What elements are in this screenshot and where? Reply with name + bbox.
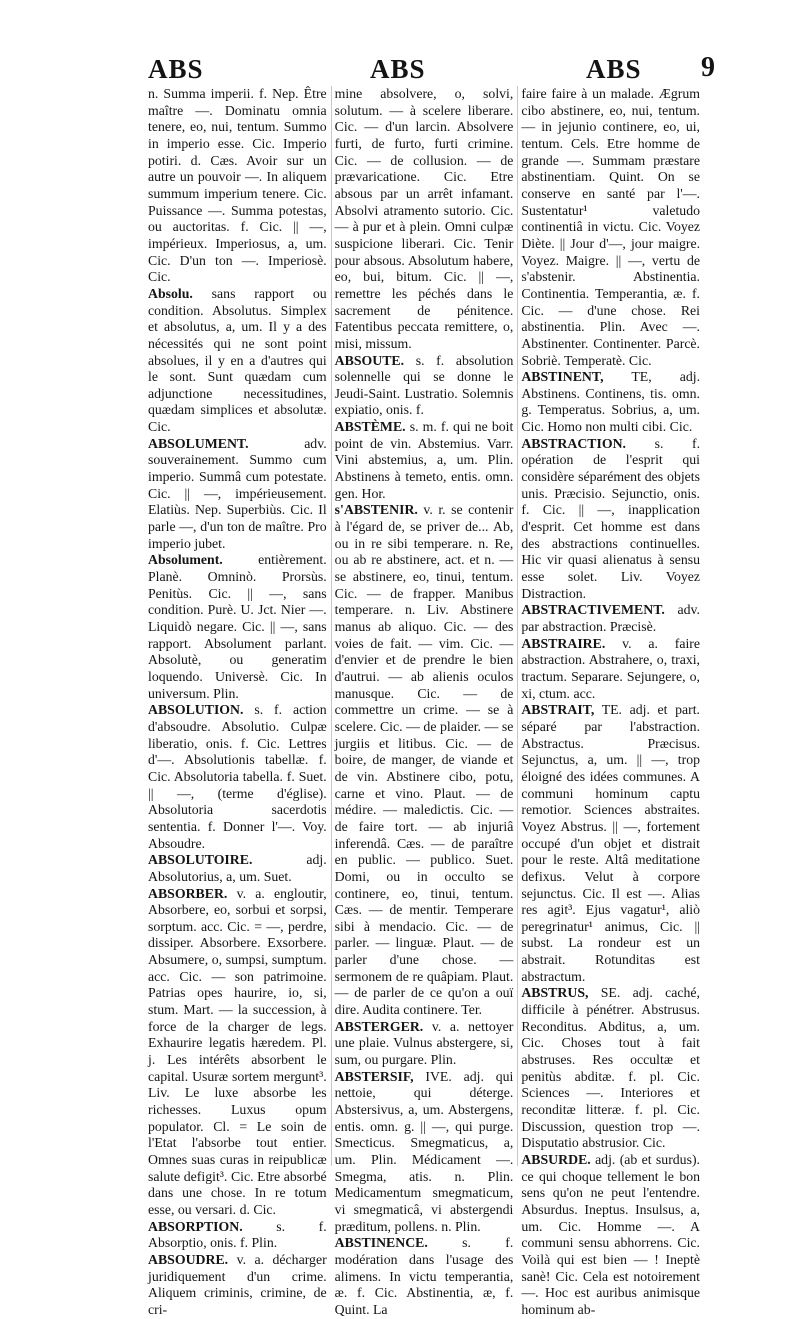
entry-text: s. f. modération dans l'usage des alimens. In victu temperantia, æ. f. Cic. Abstinentia, æ, f. Quint. La — [334, 1235, 514, 1317]
running-head-left: ABS — [148, 54, 204, 84]
dictionary-entry — [335, 86, 514, 353]
entry-text: faire faire à un malade. Ægrum cibo abstinere, eo, nui, tentum. — in jejunio continere, eo, ui, tentum. Cels. Etre homme de grande —. Summam præstare abstinentiam. Quint. On se conserve en santé par l'—. Sustentatur¹ valetudo continentiâ in victu. Cic. Voyez Diète. || Jour d'—, jour maigre. Voyez. Maigre. || —, vertu de s'abstenir. Abstinentia. Continentia. Temperantia, æ. f. Cic. — d'une chose. Rei abstinentia. Plin. Avec —. Abstinenter. Continenter. Parcè. Sobriè. Temperatè. Cic. — [521, 86, 701, 368]
entry-headword: ABSTERSIF, — [334, 1068, 414, 1084]
entry-text: s. f. absolution solennelle qui se donne le Jeudi-Saint. Lustratio. Solemnis expiatio, onis. f. — [334, 352, 514, 418]
entry-text: adv. souverainement. Summo cum imperio. Summâ cum potestate. Cic. || —, impérieusement. Elatiùs. Nep. Superbiùs. Cic. Il parle —, d'un ton de maître. Pro imperio jubet. — [148, 435, 327, 551]
entry-headword: ABSTRACTION. — [521, 435, 626, 451]
dictionary-entry — [521, 602, 700, 635]
entry-headword: ABSOUDRE. — [148, 1251, 229, 1267]
entry-text: TE, adj. Abstinens. Continens, tis. omn. g. Temperatus. Sobrius, a, um. Cic. Homo non multi cibi. Cic. — [521, 369, 701, 435]
dictionary-entry — [148, 286, 327, 436]
column-3 — [517, 86, 701, 1317]
dictionary-entry — [521, 369, 700, 436]
entry-text: s. f. Absorptio, onis. f. Plin. — [148, 1218, 327, 1251]
entry-headword: ABSTRACTIVEMENT. — [521, 602, 665, 618]
running-head — [148, 54, 715, 86]
entry-headword: ABSOLUTION. — [148, 702, 244, 718]
entry-headword: ABSTRAIRE. — [521, 635, 606, 651]
entry-text: v. a. faire abstraction. Abstrahere, o, traxi, tractum. Separare. Sejungere, o, xi, ctum. acc. — [521, 635, 701, 701]
page-number: 9 — [701, 52, 715, 83]
dictionary-entry — [335, 1235, 514, 1318]
entry-headword: ABSTERGER. — [334, 1018, 424, 1034]
dictionary-entry — [521, 436, 700, 603]
dictionary-entry — [335, 1019, 514, 1069]
dictionary-entry — [521, 636, 700, 703]
dictionary-entry — [335, 419, 514, 502]
entry-text: TE. adj. et part. séparé par l'abstraction. Abstractus. Præcisus. Sejunctus, a, um. || —, trop éloigné des idées communes. A communi hominum captu remotior. Sciences abstraites. Voyez Abstrus. || —, fortement occupé d'un objet et distrait pour le reste. Altâ meditatione defixus. Velut à corpore sejunctus. Cic. Il est —. Alias res agit³. Ejus vagatur¹, aliò peregrinatur¹ animus, Cic. || subst. La rondeur est un abstrait. Rotunditas est abstractum. — [521, 702, 701, 984]
dictionary-entry — [521, 86, 700, 369]
entry-text: s. f. action d'absoudre. Absolutio. Culpæ liberatio, onis. f. Cic. Lettres d'—. Absolutionis tabellæ. f. Cic. Absolutoria tabella. f. Suet. || —, (terme d'église). Absolutoria sacerdotis sententia. f. Donner l'—. Voy. Absoudre. — [148, 702, 327, 851]
dictionary-entry — [148, 852, 327, 885]
dictionary-entry — [521, 1152, 700, 1319]
dictionary-entry — [148, 436, 327, 553]
entry-headword: ABSTRAIT, — [521, 702, 595, 718]
dictionary-entry — [521, 702, 700, 985]
entry-headword: ABSOLUMENT. — [148, 435, 249, 451]
entry-text: mine absolvere, o, solvi, solutum. — à scelere liberare. Cic. — d'un larcin. Absolvere furti, de furto, furti crimine. Cic. — de collusion. — de prævaricatione. Cic. Etre absous par un arrêt infamant. Absolvi atramento sutorio. Cic. — à pur et à plein. Omni culpæ suspicione liberari. Cic. Tenir pour absous. Absolutum habere, eo, bui, bitum. Cic. || —, remettre les péchés dans le sacrement de pénitence. Fatentibus peccata remittere, o, misi, missum. — [334, 86, 514, 351]
dictionary-entry — [148, 886, 327, 1219]
entry-text: v. a. engloutir, Absorbere, eo, sorbui et sorpsi, sorptum. acc. Cic. = —, perdre, dissiper. Absorbere. Exsorbere. Absumere, o, sumpsi, sumptum. acc. Cic. — son patrimoine. Patrias opes haurire, io, si, stum. Mart. — la succession, à force de la charger de legs. Exhaurire legatis hæredem. Pl. j. Les intérêts absorbent le capital. Usuræ sortem mergunt³. Liv. Le luxe absorbe les richesses. Luxus opum populator. Cl. = Le soin de l'Etat l'absorbe tout entier. Omnes suas curas in reipublicæ salute defigit³. Cic. Etre absorbé dans une chose. In re totum esse, ou versari. d. Cic. — [148, 885, 327, 1217]
dictionary-entry — [148, 552, 327, 702]
entry-headword: ABSOUTE. — [334, 352, 405, 368]
entry-headword: ABSTINENT, — [521, 369, 604, 385]
running-head-center: ABS — [370, 54, 426, 84]
dictionary-entry — [148, 1219, 327, 1252]
text-columns — [148, 86, 701, 1317]
column-2 — [331, 86, 514, 1317]
entry-text: s. m. f. qui ne boit point de vin. Abstemius. Varr. Vini abstemius, a, um. Plin. Abstinens à temeto, entis. omn. gen. Hor. — [334, 419, 514, 501]
entry-headword: ABSTINENCE. — [334, 1235, 428, 1251]
entry-headword: ABSORPTION. — [148, 1218, 243, 1234]
entry-text: n. Summa imperii. f. Nep. Être maître —. Dominatu omnia tenere, eo, nui, tentum. Summo in imperio esse. Cic. Imperio potiri. d. Cæs. Avoir sur un autre un pouvoir —. In aliquem summum imperium tenere. Cic. Puissance —. Summa potestas, ou auctoritas. f. Cic. || —, impérieux. Imperiosus, a, um. Cic. D'un ton —. Imperiosè. Cic. — [148, 86, 327, 285]
column-1 — [148, 86, 327, 1317]
entry-text: entièrement. Planè. Omninò. Prorsùs. Penitùs. Cic. || —, sans condition. Purè. U. Jct. Nier —. Liquidò negare. Cic. || —, sans rapport. Absolument parlant. Absolutè, ou generatim loquendo. Universè. Cic. In universum. Plin. — [148, 552, 327, 701]
dictionary-entry — [148, 702, 327, 852]
entry-text: v. r. se contenir à l'égard de, se priver de... Ab, ou in re sibi temperare. n. Re, ou ab re abstinere, act. et n. — se abstinere, eo, tinui, tentum. Cic. — de frapper. Manibus temperare. n. Liv. Abstinere manus ab aliquo. Cic. — des voies de fait. — vim. Cic. — d'envier et de prendre le bien d'autrui. — ab alienis oculos manusque. Cic. — de commettre un crime. — se à scelere. Cic. — de plaider. — se jurgiis et litibus. Cic. — de boire, de manger, de viande et de vin. Abstinere cibo, potu, carne et vino. Plaut. — de médire. — maledictis. Cic. — de faire tort. — ab injuriâ inferendâ. Cæs. — de paraître en public. — publico. Suet. Domi, ou in occulto se continere, eo, tinui, tentum. Cæs. — de mentir. Temperare sibi à mendacio. Cic. — de parler. — linguæ. Plaut. — de parler d'une chose. — sermonem de re quâpiam. Plaut. — de parler de ce qu'on a ouï dire. Audita continere. Ter. — [334, 502, 514, 1018]
entry-text: IVE. adj. qui nettoie, qui déterge. Abstersivus, a, um. Abstergens, entis. omn. g. || —, qui purge. Smecticus. Smegmaticus, a, um. Plin. Médicament —. Smegma, atis. n. Plin. Medicamentum smegmaticum, vi smegmaticâ, vi abstergendi præditum, pollens. n. Plin. — [334, 1068, 514, 1234]
dictionary-entry — [335, 353, 514, 420]
dictionary-entry — [335, 502, 514, 1018]
entry-headword: Absolu. — [148, 285, 193, 301]
entry-headword: Absolument. — [148, 552, 223, 568]
entry-text: v. a. décharger juridiquement d'un crime. Aliquem criminis, crimine, de cri- — [148, 1251, 327, 1317]
entry-text: v. a. nettoyer une plaie. Vulnus abstergere, si, sum, ou purgare. Plin. — [334, 1018, 514, 1068]
entry-text: sans rapport ou condition. Absolutus. Simplex et absolutus, a, um. Il y a des nécessités qui ne sont point absolues, il y en a d'autres qui le sont. Sunt quædam cum adjunctione necessitudines, quædam simplices et absolutæ. Cic. — [148, 285, 327, 435]
dictionary-entry — [335, 1069, 514, 1236]
entry-text: adj. Absolutorius, a, um. Suet. — [148, 852, 327, 884]
dictionary-entry — [521, 985, 700, 1152]
running-head-right: ABS — [586, 54, 642, 84]
entry-headword: ABSTRUS, — [521, 985, 589, 1001]
entry-text: s. f. opération de l'esprit qui considère séparément des objets unis. Præcisio. Sejunctio, onis. f. Cic. || —, inapplication d'esprit. Cet homme est dans des abstractions continuelles. Hic vir quasi alienatus à sensu esse solet. Liv. Voyez Distraction. — [521, 435, 701, 601]
entry-text: adj. (ab et surdus). ce qui choque tellement le bon sens qu'on ne peut l'entendre. Absurdus. Ineptus. Insulsus, a, um. Cic. Homme —. A communi sensu abhorrens. Cic. Voilà qui est bien — ! Ineptè sanè! Cic. Cela est notoirement —. Hoc est auribus animisque hominum ab- — [521, 1152, 701, 1317]
entry-headword: ABSURDE. — [521, 1152, 591, 1167]
entry-headword: ABSORBER. — [148, 885, 228, 901]
entry-headword: s'ABSTENIR. — [334, 502, 418, 518]
entry-headword: ABSTÈME. — [334, 419, 406, 435]
entry-text: SE. adj. caché, difficile à pénétrer. Abstrusus. Reconditus. Abditus, a, um. Cic. Choses tout à fait abstruses. Res occultæ et penitùs abditæ. f. pl. Cic. Sciences —. Interiores et reconditæ litteræ. f. pl. Cic. Discussion, question trop —. Disputatio abstrusior. Cic. — [521, 985, 701, 1151]
dictionary-entry — [148, 86, 327, 286]
entry-headword: ABSOLUTOIRE. — [148, 852, 253, 868]
dictionary-entry — [148, 1252, 327, 1319]
entry-text: adv. par abstraction. Præcisè. — [521, 602, 701, 634]
